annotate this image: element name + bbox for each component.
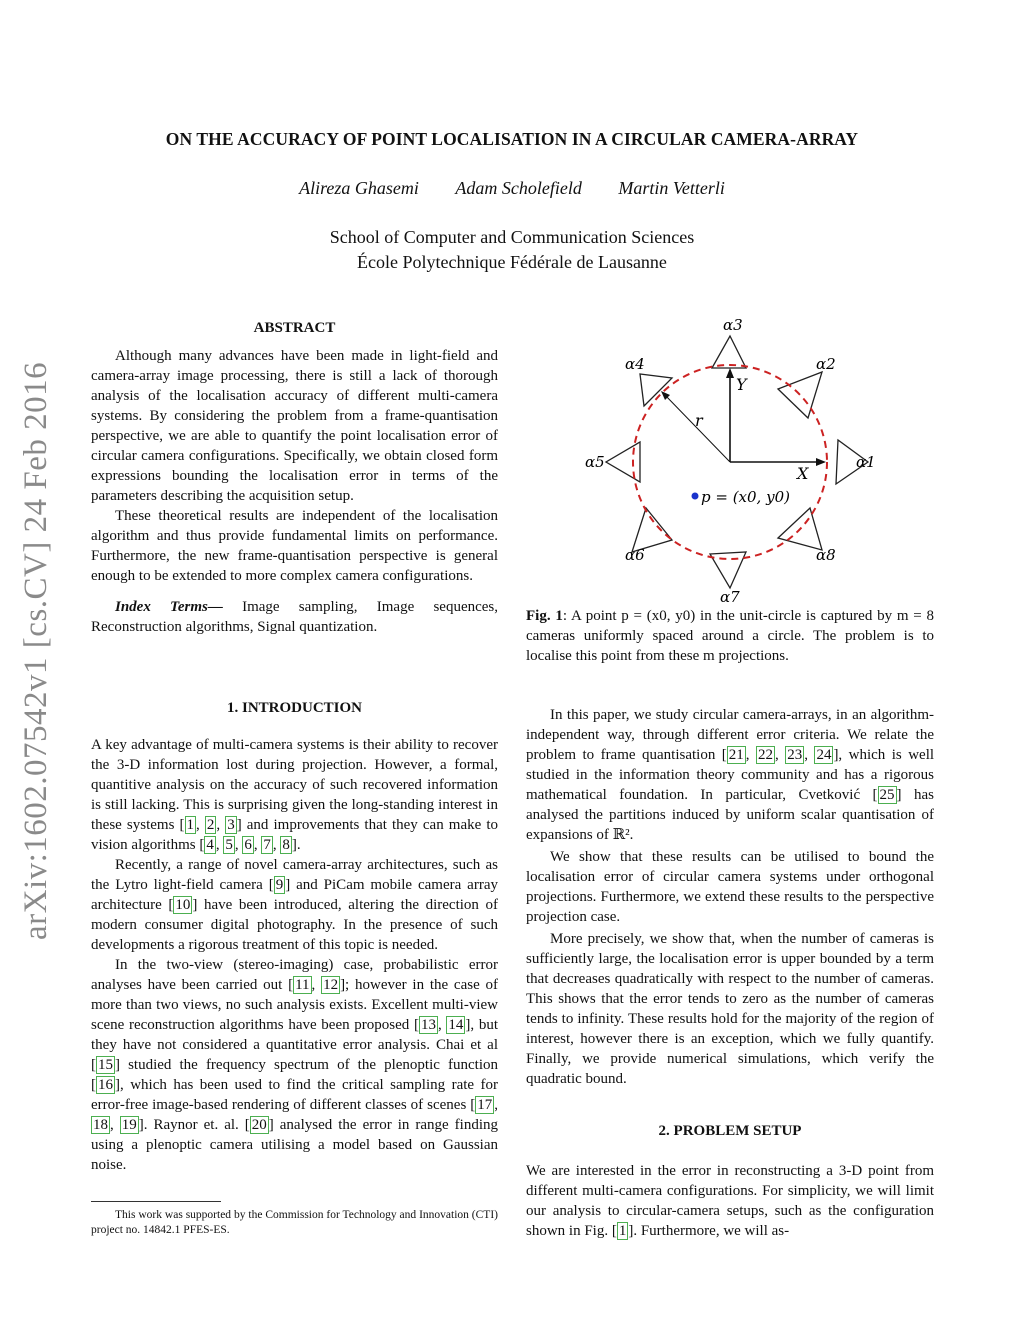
citation-link[interactable]: 9 <box>275 877 284 893</box>
footnote-rule <box>91 1201 221 1202</box>
citation-link[interactable]: 25 <box>879 787 895 803</box>
radius-label: r <box>695 411 703 430</box>
paper-title: ON THE ACCURACY OF POINT LOCALISATION IN A CIRCULAR CAMERA-ARRAY <box>165 129 859 149</box>
index-terms <box>91 597 498 637</box>
alpha-5-label: α5 <box>585 453 605 471</box>
x-axis-arrow <box>816 458 826 466</box>
alpha-8-label: α8 <box>816 546 836 564</box>
citation-link[interactable]: 22 <box>758 747 773 763</box>
footnote: This work was supported by the Commission for Technology and Innovation (CTI) project no. 14842.1 PFES-ES. <box>91 1209 498 1236</box>
citation-link[interactable]: 8 <box>282 837 290 853</box>
citation-link[interactable]: 16 <box>98 1077 113 1093</box>
citation-link[interactable]: 4 <box>206 837 214 853</box>
citation-link[interactable]: 15 <box>98 1057 113 1073</box>
point-p <box>692 493 699 500</box>
citation-link[interactable]: 19 <box>121 1117 137 1133</box>
intro-paragraph-2: Recently, a range of novel camera-array architectures, such as the Lytro light-field camera [ 9 ] and PiCam mobile camera array architecture [ 10 ] have been introduced, altering the direction of modern consumer digital photography. In the presence of such developments a rigorous treatment of this topic is needed. <box>91 857 498 953</box>
alpha-2-label: α2 <box>816 355 836 373</box>
abstract-paragraph-1: Although many advances have been made in light-field and camera-array image processing, there is still a lack of thorough analysis of the localisation accuracy of different multi-camera systems. By considering the problem from a frame-quantisation perspective, we are able to quantify the point localisation error of circular camera configurations. Specifically, we obtain closed form expressions bounding the localisation error in terms of the parameters describing the acquisition setup. <box>91 348 498 504</box>
caption-text: : A point p = (x0, y0) in the unit-circle is captured by m = 8 cameras uniformly spaced around a circle. The problem is to localise this point from these m projections. <box>526 608 934 664</box>
author-3: Martin Vetterli <box>618 178 725 198</box>
right-paragraph-4: We are interested in the error in reconstructing a 3-D point from different multi-camera configurations. For simplicity, we will limit our analysis to circular-camera setups, such as the configuration shown in Fig. [ 1 ]. Furthermore, we will as- <box>526 1163 934 1239</box>
footnote-area <box>91 1201 498 1238</box>
y-axis-label: Y <box>736 375 747 394</box>
citation-link[interactable]: 20 <box>251 1117 267 1133</box>
index-terms-label: Index Terms— <box>115 599 223 615</box>
y-axis-arrow <box>726 368 734 378</box>
figure-link[interactable]: 1 <box>618 1223 627 1239</box>
author-2: Adam Scholefield <box>455 178 582 198</box>
figure-1-caption <box>526 606 934 666</box>
point-label: p = (x0, y0) <box>701 488 790 506</box>
citation-link[interactable]: 3 <box>227 817 235 833</box>
intro-paragraph-1: A key advantage of multi-camera systems is their ability to recover the 3-D information lost during projection. However, a formal, quantitive analysis on the accuracy of such recovered information is still lacking. This is surprising given the long-standing interest in these systems [ 1 , 2 , 3 ] and improvements that they can make to vision algorithms [ 4 , 5 , 6 , 7 , 8 ]. <box>91 737 499 853</box>
abstract-paragraph-2: These theoretical results are independent of the localisation algorithm and thus provide fundamental limits on performance. Furthermore, the new frame-quantisation perspective is general enough to be extended to more complex camera configurations. <box>91 508 498 584</box>
citation-link[interactable]: 1 <box>186 817 194 833</box>
abstract-section <box>91 318 498 637</box>
right-paragraph-1: In this paper, we study circular camera-arrays, in an algorithm-independent way, through different error criteria. We relate the problem to frame quantisation [ 21 , 22 , 23 , 24 ], which is well studied in the information theory community and has a rigorous mathematical foundation. In particular, Cvetković [ 25 ] has analysed the partitions induced by uniform scalar quantisation of expansions of ℝ². <box>526 707 935 843</box>
affiliation <box>0 225 1024 275</box>
arxiv-side-label: arXiv:1602.07542v1 [cs.CV] 24 Feb 2016 <box>18 361 54 940</box>
camera-icon <box>710 552 746 588</box>
abstract-heading: ABSTRACT <box>253 320 336 336</box>
citation-link[interactable]: 5 <box>225 837 233 853</box>
intro-paragraph-3: In the two-view (stereo-imaging) case, probabilistic error analyses have been carried out [ 11 , 12 ]; however in the case of more than two views, no such analysis exists. Excellent multi-view scene reconstruction algorithms have been proposed [ 13 , 14 ], but they have not considered a quantitative error analysis. Chai et al [ 15 ] studied the frequency spectrum of the plenoptic function [ 16 ], which has been used to find the critical sampling rate for error-free image-based rendering of different classes of scenes [ 17 , 18 , 19 ]. Raynor et. al. [ 20 ] analysed the error in range finding using a plenoptic camera utilising a model based on Gaussian noise. <box>91 957 499 1173</box>
alpha-6-label: α6 <box>625 546 645 564</box>
citation-link[interactable]: 14 <box>448 1017 464 1033</box>
problem-setup-heading: 2. PROBLEM SETUP <box>658 1123 802 1139</box>
affiliation-line-1: School of Computer and Communication Sciences <box>329 227 695 247</box>
citation-link[interactable]: 17 <box>477 1097 493 1113</box>
citation-link[interactable]: 7 <box>263 837 271 853</box>
camera-icon <box>640 374 672 406</box>
citation-link[interactable]: 21 <box>728 747 744 763</box>
index-terms-text: Image sampling, Image sequences, Reconstruction algorithms, Signal quantization. <box>91 599 499 635</box>
figure-1-diagram <box>560 312 900 612</box>
right-paragraph-3: More precisely, we show that, when the number of cameras is sufficiently large, the localisation error is upper bounded by a term that decreases quadratically with respect to the number of cameras. This shows that the error tends to zero as the number of cameras tends to infinity. These results hold for the majority of the region of interest, however there is an exception, which we fully quantify. Finally, we provide numerical simulations, which verify the quadratic bound. <box>526 931 934 1087</box>
alpha-3-label: α3 <box>723 316 743 334</box>
citation-link[interactable]: 13 <box>420 1017 436 1033</box>
affiliation-line-2: École Polytechnique Fédérale de Lausanne <box>357 252 667 272</box>
alpha-7-label: α7 <box>720 588 740 606</box>
citation-link[interactable]: 23 <box>787 747 803 763</box>
citation-link[interactable]: 6 <box>244 837 252 853</box>
citation-link[interactable]: 12 <box>323 977 339 993</box>
alpha-1-label: α1 <box>856 453 876 471</box>
right-column-text <box>526 705 934 1241</box>
citation-link[interactable]: 11 <box>295 977 310 993</box>
introduction-section <box>91 698 498 1175</box>
alpha-4-label: α4 <box>625 355 645 373</box>
camera-icon <box>712 336 746 368</box>
caption-label: Fig. 1 <box>526 608 563 624</box>
author-1: Alireza Ghasemi <box>299 178 419 198</box>
citation-link[interactable]: 18 <box>93 1117 108 1133</box>
citation-link[interactable]: 10 <box>175 897 191 913</box>
x-axis-label: X <box>797 464 809 483</box>
intro-heading: 1. INTRODUCTION <box>226 700 362 716</box>
citation-link[interactable]: 2 <box>206 817 215 833</box>
author-list <box>0 178 1024 199</box>
citation-link[interactable]: 24 <box>816 747 832 763</box>
right-paragraph-2: We show that these results can be utilised to bound the localisation error of circular camera systems under orthogonal projections. Furthermore, we extend these results to the perspective projection case. <box>526 849 934 925</box>
